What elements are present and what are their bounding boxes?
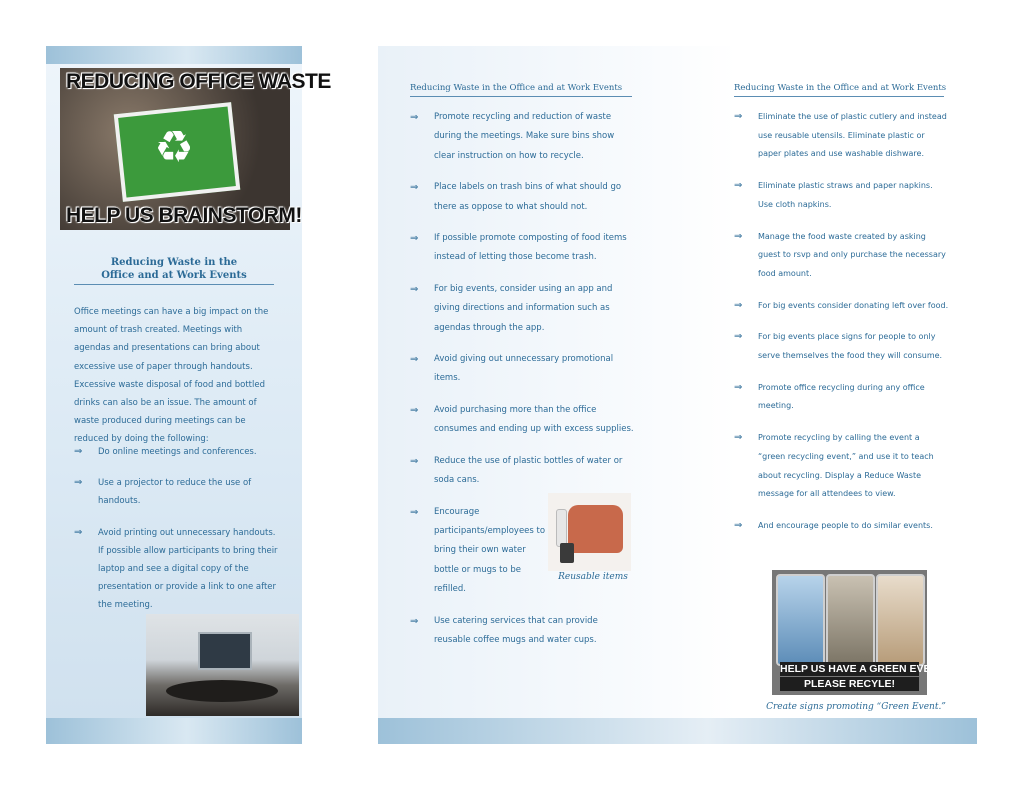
list-item: [734, 228, 949, 284]
list-item-text: Promote office recycling during any office meeting.: [758, 382, 925, 411]
left-heading-rule: [74, 284, 274, 285]
left-heading-line1: Reducing Waste in the: [110, 257, 238, 268]
list-item-text: Manage the food waste created by asking guest to rsvp and only purchase the necessary food amount.: [758, 231, 946, 278]
arrow-icon: ⇒: [410, 354, 419, 366]
list-item: [410, 108, 635, 166]
list-item-text: Place labels on trash bins of what should go there as oppose to what should not.: [434, 182, 622, 212]
arrow-icon: ⇒: [734, 432, 743, 444]
list-item-text: Encourage participants/employees to bring their own water bottle or mugs to be refilled.: [434, 506, 546, 595]
cans-bin: [826, 574, 875, 666]
list-item: [74, 443, 279, 461]
cover-subtitle: HELP US BRAINSTORM!: [66, 204, 302, 227]
arrow-icon: ⇒: [410, 112, 419, 123]
list-item-text: Use catering services that can provide reusable coffee mugs and water cups.: [434, 615, 598, 645]
list-item: [410, 503, 549, 600]
right-heading-rule: [734, 96, 944, 97]
recycling-bins-photo: [772, 570, 949, 695]
presentation-screen: [198, 632, 252, 670]
list-item: [734, 379, 949, 416]
list-item-text: Avoid printing out unnecessary handouts. If possible allow participants to bring their laptop and see a digital copy of the presentation or provide a link to one after the meeting.: [98, 527, 278, 611]
list-item-text: Use a projector to reduce the use of handouts.: [98, 478, 252, 507]
green-event-sign-line2: PLEASE RECYLE!: [780, 677, 919, 691]
arrow-icon: ⇒: [410, 182, 419, 194]
arrow-icon: ⇒: [734, 180, 743, 192]
left-top-band: [46, 46, 302, 64]
arrow-icon: ⇒: [74, 477, 83, 489]
list-item-text: Eliminate the use of plastic cutlery and instead use reusable utensils. Eliminate plastic or paper plates and use washable dishware.: [758, 112, 947, 159]
arrow-icon: ⇒: [74, 526, 83, 538]
arrow-icon: ⇒: [410, 283, 419, 295]
reusable-items-photo: [548, 493, 631, 571]
recycle-icon: ♻: [154, 122, 194, 173]
list-item: [734, 328, 949, 365]
list-item: [74, 474, 279, 510]
green-event-caption: Create signs promoting “Green Event.”: [766, 702, 946, 712]
inner-bottom-band: [378, 718, 977, 744]
reusable-items-caption: Reusable items: [558, 572, 628, 582]
arrow-icon: ⇒: [734, 331, 743, 343]
list-item: [734, 517, 949, 536]
conference-table: [166, 680, 278, 702]
list-item-text: For big events consider donating left over food.: [758, 300, 949, 310]
list-item-text: For big events place signs for people to only serve themselves the food they will consume.: [758, 332, 943, 361]
list-item-text: For big events, consider using an app and giving directions and information such as agendas through the app.: [434, 283, 613, 333]
water-bottle: [556, 509, 567, 547]
list-item-text: Avoid giving out unnecessary promotional items.: [434, 354, 614, 384]
arrow-icon: ⇒: [734, 111, 743, 122]
list-item-text: And encourage people to do similar events.: [758, 520, 933, 530]
list-item: [410, 452, 635, 491]
arrow-icon: ⇒: [734, 299, 743, 311]
left-bottom-band: [46, 718, 302, 744]
left-intro-paragraph: Office meetings can have a big impact on the amount of trash created. Meetings with agendas and presentations can bring about excessive use of paper through handouts. Excessive waste disposal of food and bottled drinks can also be an issue. The amount of waste produced during meetings can be reduced by doing the following:: [74, 307, 269, 445]
cover-title: REDUCING OFFICE WASTE: [66, 70, 331, 93]
arrow-icon: ⇒: [410, 404, 419, 416]
arrow-icon: ⇒: [734, 230, 743, 242]
list-item: [734, 177, 949, 214]
arrow-icon: ⇒: [410, 615, 419, 627]
list-item: [74, 524, 279, 615]
list-item: [410, 178, 635, 217]
right-heading: Reducing Waste in the Office and at Work Events: [734, 83, 947, 93]
left-bullet-list: [74, 443, 279, 628]
right-bullet-list: [734, 108, 949, 549]
list-item-text: Avoid purchasing more than the office consumes and ending up with excess supplies.: [434, 404, 634, 435]
bottles-bin: [776, 574, 825, 666]
travel-mug: [560, 543, 574, 563]
cover-image: [60, 68, 331, 230]
list-item-text: Promote recycling by calling the event a “green recycling event,” and use it to teach about recycling. Display a Reduce Waste message for all attendees to view.: [758, 433, 934, 499]
list-item: [734, 429, 949, 504]
arrow-icon: ⇒: [410, 506, 419, 518]
green-event-sign-line1: HELP US HAVE A GREEN EVENT!: [780, 663, 949, 675]
left-heading-line2: Office and at Work Events: [101, 270, 247, 281]
list-item-text: Promote recycling and reduction of waste during the meetings. Make sure bins show clear instruction on how to recycle.: [434, 112, 615, 161]
middle-heading-rule: [410, 96, 632, 97]
list-item: [734, 297, 949, 316]
list-item: [410, 612, 635, 651]
list-item: [410, 401, 635, 440]
arrow-icon: ⇒: [734, 381, 743, 393]
arrow-icon: ⇒: [410, 233, 419, 245]
left-heading: [74, 256, 274, 282]
meeting-photo: [146, 614, 299, 716]
arrow-icon: ⇒: [74, 446, 83, 457]
list-item: [410, 280, 635, 338]
list-item: [734, 108, 949, 164]
tote-bag: [568, 505, 623, 553]
arrow-icon: ⇒: [410, 455, 419, 467]
middle-heading: Reducing Waste in the Office and at Work Events: [410, 83, 623, 93]
list-item-text: Do online meetings and conferences.: [98, 447, 257, 457]
paper-bin: [876, 574, 925, 666]
list-item: [410, 229, 635, 268]
list-item-text: If possible promote composting of food items instead of letting those become trash.: [434, 233, 627, 263]
list-item-text: Eliminate plastic straws and paper napkins. Use cloth napkins.: [758, 181, 933, 209]
arrow-icon: ⇒: [734, 519, 743, 531]
list-item: [410, 350, 635, 389]
list-item-text: Reduce the use of plastic bottles of water or soda cans.: [434, 455, 623, 486]
